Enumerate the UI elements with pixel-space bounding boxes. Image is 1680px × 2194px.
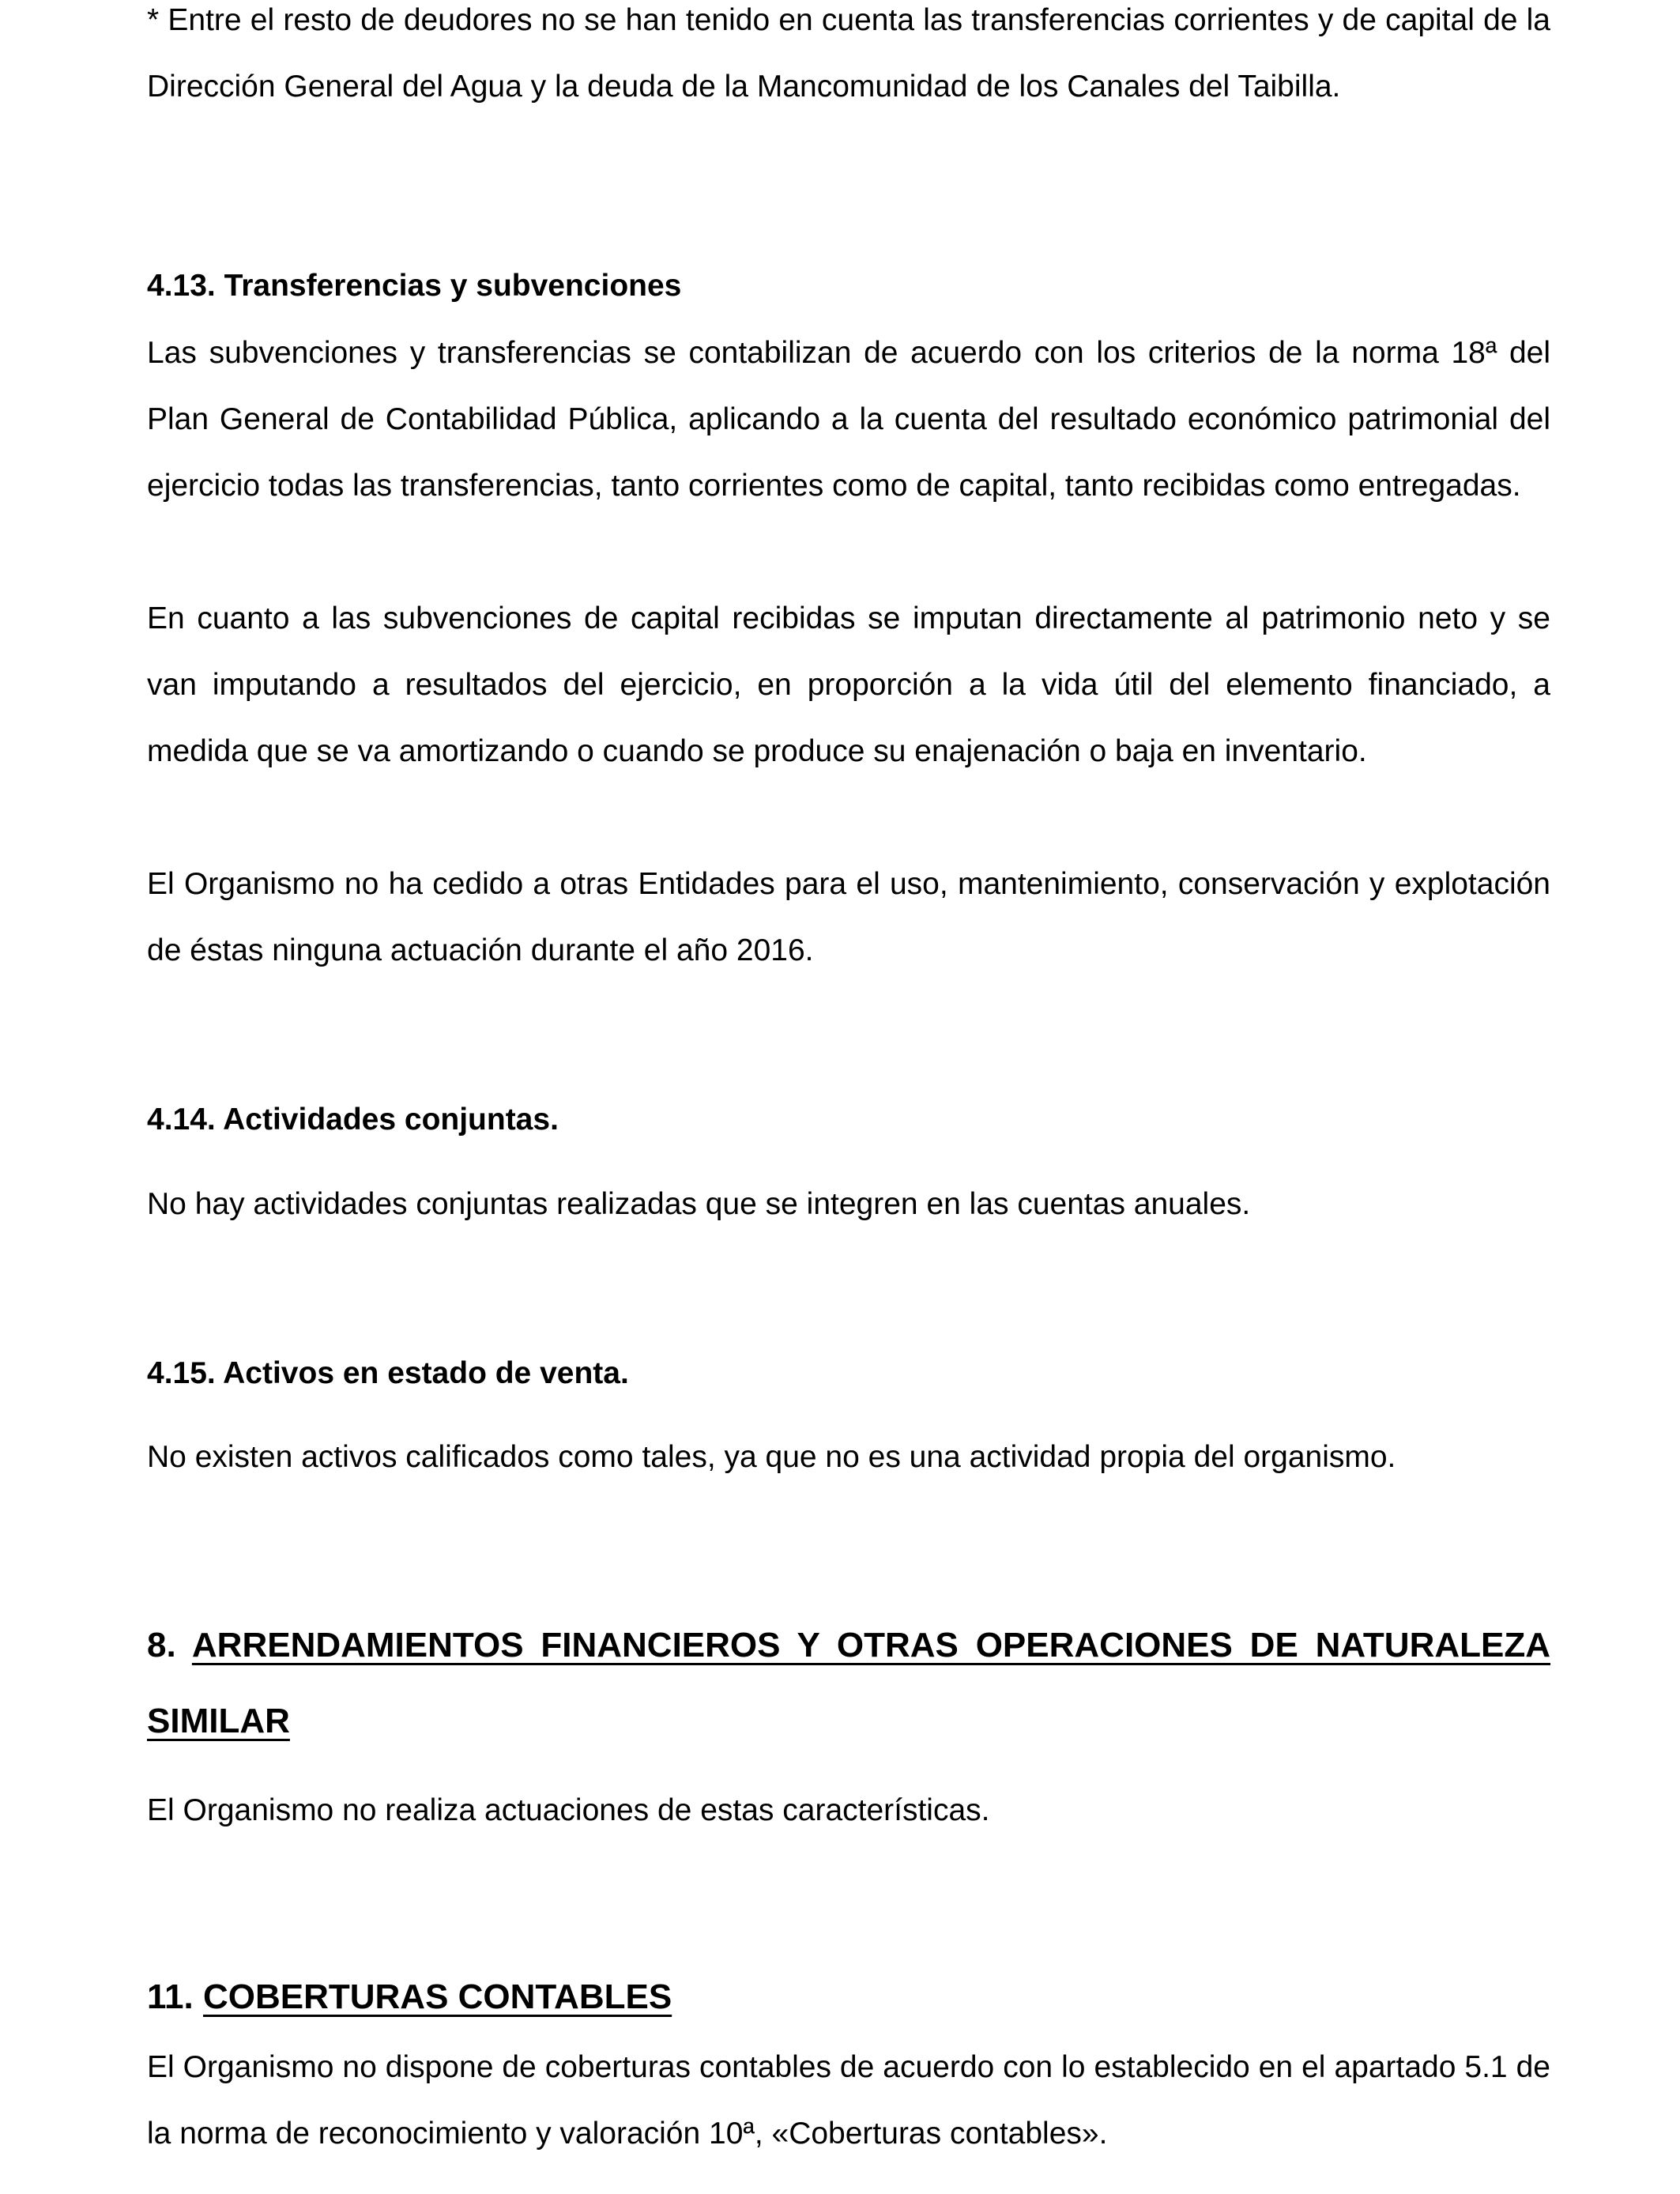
section-4-14-heading: 4.14. Actividades conjuntas. (147, 1103, 559, 1137)
section-4-13-heading: 4.13. Transferencias y subvenciones (147, 269, 682, 303)
section-11-text: El Organismo no dispone de coberturas contables de acuerdo con lo establecido en el apartado 5.1 de la norma de reconocimiento y valoración 10ª, «Coberturas contables». (147, 2050, 1550, 2151)
section-4-13-paragraph-1: Las subvenciones y transferencias se contabilizan de acuerdo con los criterios de la norma 18ª del Plan General de Contabilidad Pública, aplicando a la cuenta del resultado económico patrimonial del ejercicio todas las transferencias, tanto corrientes como de capital, tanto recibidas como entregadas. (147, 336, 1550, 503)
section-11-title: COBERTURAS CONTABLES (202, 1977, 672, 2016)
section-11-number: 11. (147, 1977, 194, 2016)
section-4-15-text: No existen activos calificados como tales, ya que no es una actividad propia del organismo. (147, 1440, 1396, 1474)
section-8-title: ARRENDAMIENTOS FINANCIEROS Y OTRAS OPERACIONES DE NATURALEZA SIMILAR (147, 1626, 1550, 1740)
section-4-15-heading: 4.15. Activos en estado de venta. (147, 1356, 629, 1390)
section-8-heading (147, 1608, 1550, 1759)
section-4-13-paragraph-2: En cuanto a las subvenciones de capital recibidas se imputan directamente al patrimonio neto y se van imputando a resultados del ejercicio, en proporción a la vida útil del elemento financiado, a medida que se va amortizando o cuando se produce su enajenación o baja en inventario. (147, 601, 1550, 768)
intro-note: * Entre el resto de deudores no se han tenido en cuenta las transferencias corrientes y de capital de la Dirección General del Agua y la deuda de la Mancomunidad de los Canales del Taibilla. (147, 3, 1550, 104)
section-8-number: 8. (147, 1626, 176, 1664)
section-11-heading (147, 1959, 1550, 2035)
section-8-text: El Organismo no realiza actuaciones de estas características. (147, 1793, 990, 1827)
section-4-14-text: No hay actividades conjuntas realizadas que se integren en las cuentas anuales. (147, 1187, 1251, 1221)
section-4-13-paragraph-3: El Organismo no ha cedido a otras Entidades para el uso, mantenimiento, conservación y explotación de éstas ninguna actuación durante el año 2016. (147, 867, 1550, 967)
